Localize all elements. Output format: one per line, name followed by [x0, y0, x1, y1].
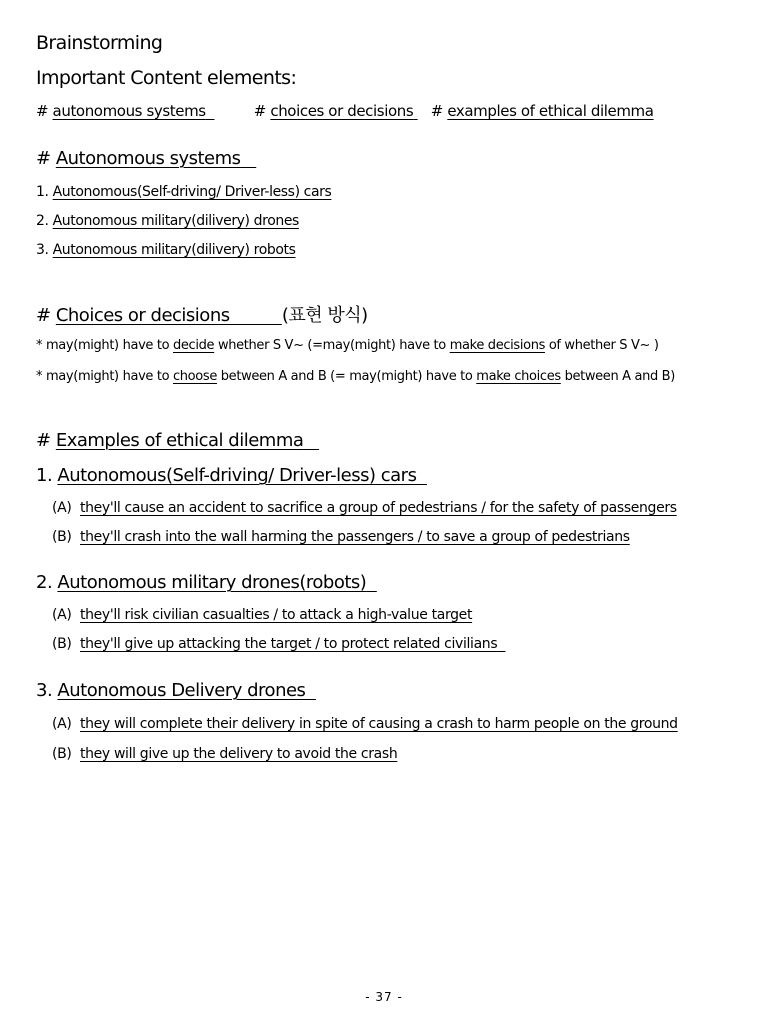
hash-mark: #: [36, 148, 51, 169]
content-elements-heading: Important Content elements:: [36, 67, 297, 89]
element-autonomous-systems: autonomous systems: [52, 102, 206, 120]
page-number: - 37 -: [365, 990, 403, 1004]
choices-note: (표현 방식): [281, 305, 368, 326]
option-a: (A) they'll cause an accident to sacrifice a group of pedestrians / for the safety of passengers: [52, 500, 677, 516]
example-group-title: 3. Autonomous Delivery drones: [36, 680, 306, 701]
element-choices-decisions: choices or decisions: [270, 102, 414, 120]
hash-mark: #: [36, 305, 51, 326]
expression-line: * may(might) have to choose between A and B (= may(might) have to make choices between A and B): [36, 369, 675, 384]
option-b: (B) they'll give up attacking the target / to protect related civilians: [52, 636, 498, 652]
systems-heading: # Autonomous systems: [36, 148, 241, 169]
hash-mark: #: [430, 102, 443, 120]
option-b: (B) they will give up the delivery to avoid the crash: [52, 746, 398, 762]
example-group-title: 1. Autonomous(Self-driving/ Driver-less) cars: [36, 465, 417, 486]
content-elements-list: [36, 102, 654, 120]
list-item: 1. Autonomous(Self-driving/ Driver-less) cars: [36, 184, 332, 200]
option-a: (A) they'll risk civilian casualties / to attack a high-value target: [52, 607, 473, 623]
hash-mark: #: [253, 102, 266, 120]
option-a: (A) they will complete their delivery in spite of causing a crash to harm people on the ground: [52, 716, 678, 732]
hash-mark: #: [36, 430, 51, 451]
option-b: (B) they'll crash into the wall harming the passengers / to save a group of pedestrians: [52, 529, 630, 545]
list-item: 3. Autonomous military(dilivery) robots: [36, 242, 296, 258]
choices-heading: # Choices or decisions (표현 방식): [36, 305, 368, 326]
list-item: 2. Autonomous military(dilivery) drones: [36, 213, 299, 229]
examples-heading: # Examples of ethical dilemma: [36, 430, 304, 451]
element-ethical-dilemma: examples of ethical dilemma: [447, 102, 654, 120]
expression-line: * may(might) have to decide whether S V~ (=may(might) have to make decisions of whether S V~ ): [36, 338, 659, 353]
example-group-title: 2. Autonomous military drones(robots): [36, 572, 367, 593]
page-title: Brainstorming: [36, 32, 163, 54]
hash-mark: #: [36, 102, 49, 120]
